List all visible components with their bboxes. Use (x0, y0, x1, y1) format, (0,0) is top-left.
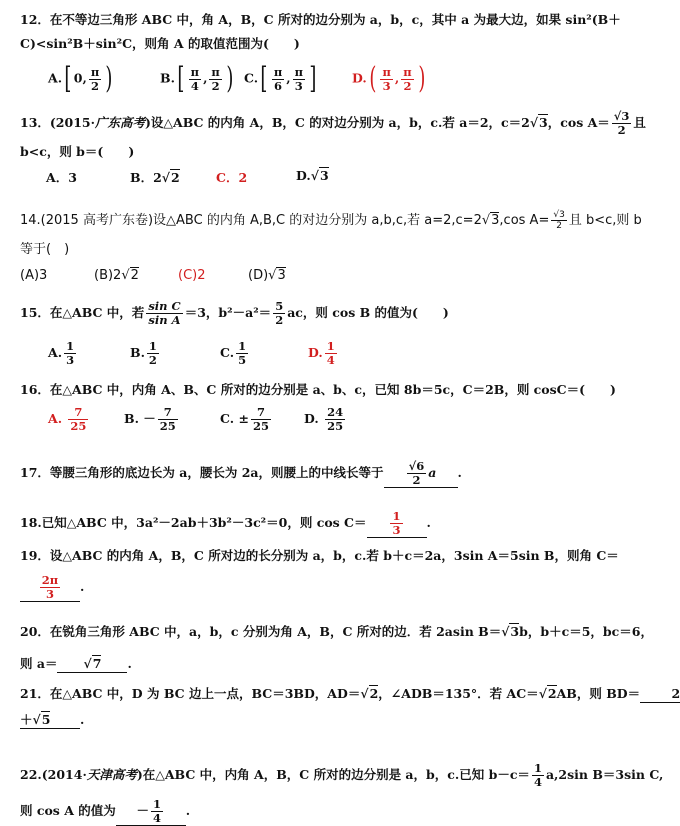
q13-option-b: B．2√2 (130, 170, 180, 185)
q14-line2: 等于( ) (20, 242, 70, 257)
q14-option-c-answer: (C)2 (178, 268, 206, 283)
q12-option-d-answer: D.( $\frac{\pi}{3}$ , $\frac{\pi}{2}$ ) (352, 61, 426, 96)
q16-option-d: D. $\frac{24}{25}$ (304, 405, 344, 433)
q13-line2: b<c，则 b＝( ) (20, 144, 135, 159)
q12-line2 (20, 36, 300, 52)
q13-option-c-answer: C．2 (216, 170, 248, 185)
q12-line1 (20, 12, 621, 28)
q13-option-a: A．3 (46, 170, 77, 185)
q13-options (20, 168, 580, 186)
q17-answer-blank: $\frac{√6}{2}$ a (384, 460, 458, 488)
q16-options (20, 406, 580, 442)
q19-answer-blank: $\frac{2\pi}{3}$ (20, 574, 80, 602)
q18-answer-blank: $\frac{1}{3}$ (367, 510, 427, 538)
q13-source: 广东高考 (94, 115, 145, 130)
q18-line: 18.已知△ABC 中，3a²－2ab＋3b²－3c²＝0，则 cos C＝ $\frac{1}{3}$ . (20, 509, 431, 537)
q16-option-b: B. － $\frac{7}{25}$ (124, 405, 176, 433)
q13-line1: 13．(2015·广东高考)设△ABC 的内角 A，B，C 的对边分别为 a，b，c.若 a＝2，c＝2√3，cos A＝ $\frac{√3}{2}$ 且 (20, 109, 646, 137)
q16-option-a-answer: A. $\frac{7}{25}$ (48, 405, 87, 433)
q15-line: 15．在△ABC 中，若 $\frac{\text{sin C}}{\text{sin A}}$ ＝3，b²－a²＝ $\frac{5}{2}$ ac，则 cos B 的值为( ) (20, 299, 449, 327)
q12-options (20, 60, 620, 96)
q21-line2: ＋√5 . (20, 712, 85, 727)
q12-option-a: A.[ 0, $\frac{\pi}{2}$ ) (48, 61, 113, 96)
q14-option-a: (A)3 (20, 268, 48, 283)
q19-line1: 19．设△ABC 的内角 A，B，C 所对边的长分别为 a，b，c.若 b＋c＝2a，3sin A＝5sin B，则角 C＝ (20, 548, 619, 563)
q15-option-d-answer: D. $\frac{1}{4}$ (308, 339, 335, 367)
q20-answer-blank: √7 (57, 656, 127, 673)
q12-text2: C)<sin²B＋sin²C，则角 A 的取值范围为( ) (20, 36, 300, 51)
q14-option-b: (B)2√2 (94, 268, 139, 283)
q14-option-d: (D)√3 (248, 268, 286, 283)
q20-line1: 20．在锐角三角形 ABC 中，a，b，c 分别为角 A，B，C 所对的边．若 2asin B＝√3b，b＋c＝5，bc＝6， (20, 624, 653, 639)
q22-answer-blank: － $\frac{1}{4}$ (116, 798, 186, 826)
q20-line2: 则 a＝ √7 . (20, 656, 132, 671)
q22-line2: 则 cos A 的值为 － $\frac{1}{4}$ . (20, 797, 191, 825)
q12-option-c: C.[ $\frac{\pi}{6}$ , $\frac{\pi}{3}$ ] (244, 61, 317, 96)
q12-option-b: B.[ $\frac{\pi}{4}$ , $\frac{\pi}{2}$ ) (160, 61, 234, 96)
q17-line: 17．等腰三角形的底边长为 a，腰长为 2a，则腰上的中线长等于 $\frac{√6}{2}$ a . (20, 459, 462, 487)
q21-answer-blank-1: 2 (640, 686, 680, 703)
q13-option-d: D.√3 (296, 168, 329, 183)
q15-option-a: A. $\frac{1}{3}$ (48, 339, 75, 367)
q12-text1: 12．在不等边三角形 ABC 中，角 A，B，C 所对的边分别为 a，b，c，其中 a 为最大边，如果 sin²(B＋ (20, 12, 621, 27)
q14-options (20, 268, 420, 286)
q22-source: 天津高考 (86, 767, 137, 782)
q16-line: 16．在△ABC 中，内角 A、B、C 所对的边分别是 a、b、c，已知 8b＝5c，C＝2B，则 cosC＝( ) (20, 382, 616, 397)
q16-option-c: C. ± $\frac{7}{25}$ (220, 405, 269, 433)
q15-option-c: C. $\frac{1}{5}$ (220, 339, 247, 367)
q22-line1: 22.(2014·天津高考)在△ABC 中，内角 A，B，C 所对的边分别是 a，b，c.已知 b－c＝ $\frac{1}{4}$ a,2sin B＝3sin C, (20, 761, 664, 789)
q19-line2: $\frac{2\pi}{3}$ . (20, 574, 84, 602)
q14-line1: 14.(2015 高考广东卷)设△ABC 的内角 A,B,C 的对边分别为 a,b,c,若 a=2,c=2√3,cos A= $\frac{√3}{2}$ 且 b<c,则 b (20, 210, 642, 231)
q15-options (20, 340, 580, 376)
q15-option-b: B. $\frac{1}{2}$ (130, 339, 157, 367)
q21-answer-blank-2: ＋√5 (20, 712, 80, 729)
q21-line1: 21．在△ABC 中，D 为 BC 边上一点，BC＝3BD，AD＝√2，∠ADB＝135°．若 AC＝√2AB，则 BD＝ 2 (20, 686, 680, 701)
